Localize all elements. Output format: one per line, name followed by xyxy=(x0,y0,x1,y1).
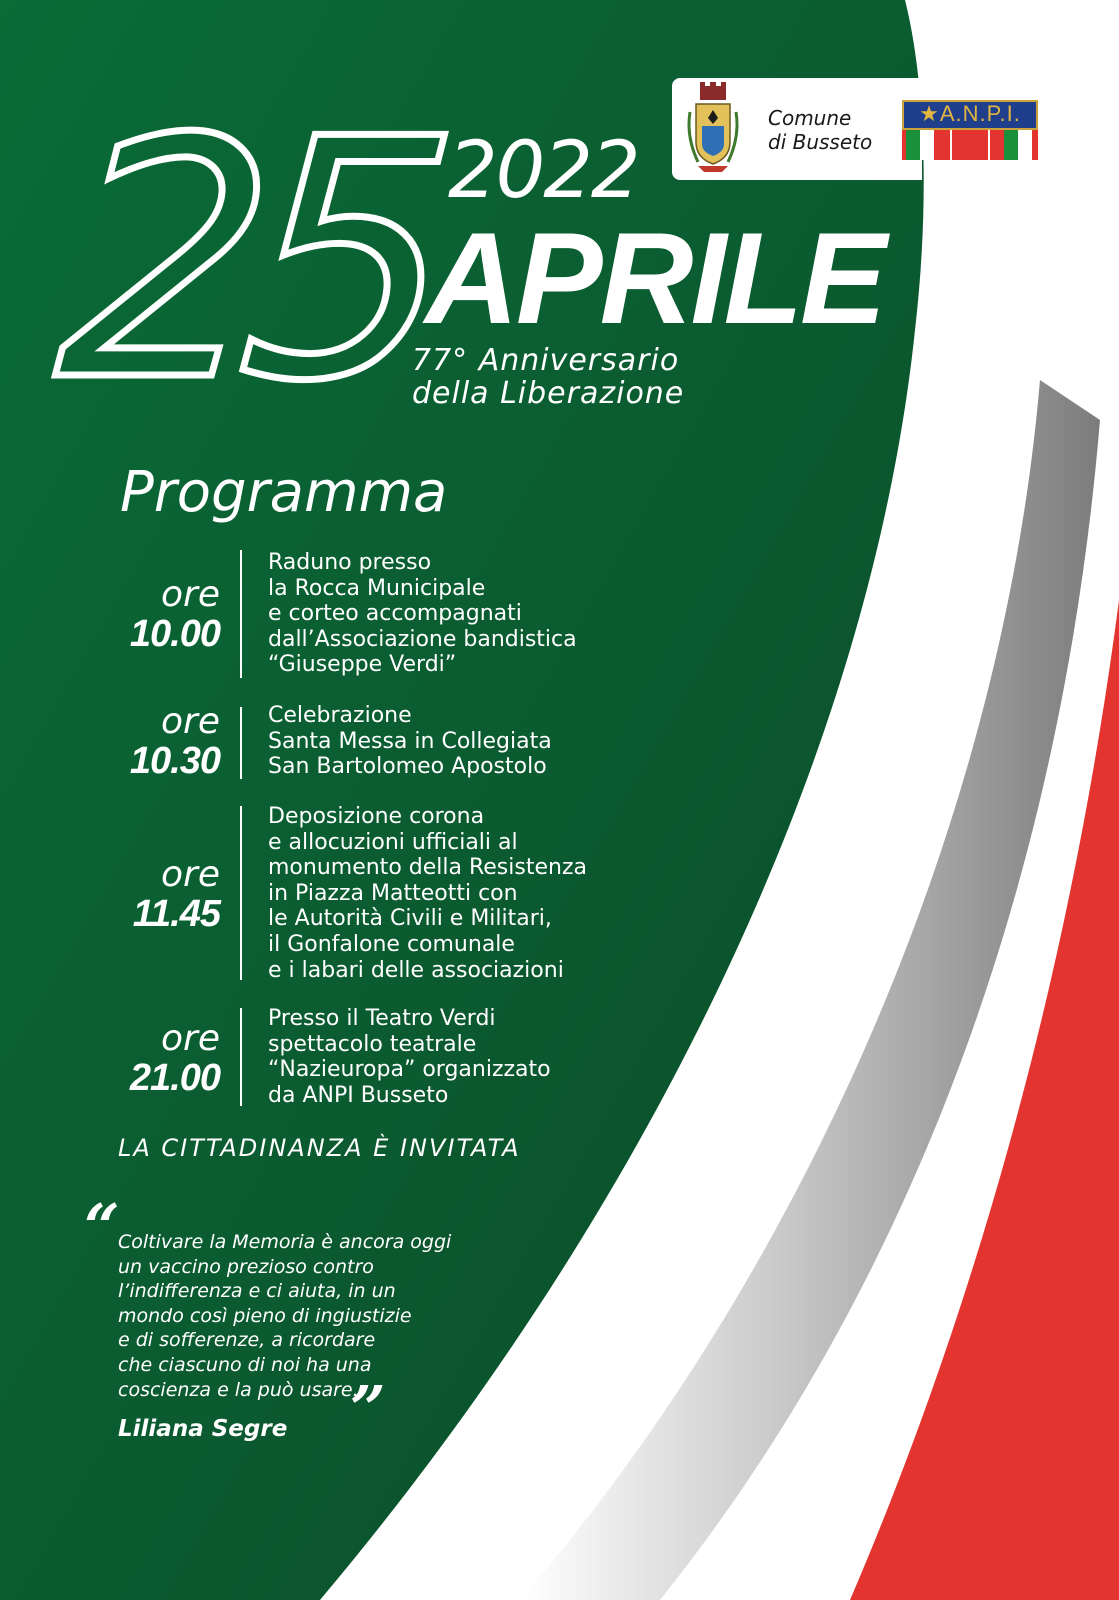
ore-label: ore xyxy=(161,574,220,615)
quote-line: mondo così pieno di ingiustizie xyxy=(118,1304,412,1327)
description-line: Presso il Teatro Verdi xyxy=(268,1006,496,1031)
description-line: Deposizione corona xyxy=(268,804,485,829)
program-item xyxy=(0,550,640,678)
description-line: e i labari delle associazioni xyxy=(268,957,564,983)
description-line: e corteo accompagnati xyxy=(268,601,522,627)
time-value: 10.30 xyxy=(129,740,220,782)
divider xyxy=(240,1008,242,1106)
quote-open-mark: “ xyxy=(84,1190,120,1263)
description-line: da ANPI Busseto xyxy=(268,1082,449,1108)
description-line: monumento della Resistenza xyxy=(268,855,587,881)
coat-of-arms-icon xyxy=(684,82,742,174)
anniversary-line-1: 77° Anniversario xyxy=(412,343,680,378)
ore-label: ore xyxy=(161,701,220,742)
description-line: Raduno presso xyxy=(268,550,432,575)
description-line: e allocuzioni ufficiali al xyxy=(268,829,518,855)
invitation-text: LA CITTADINANZA È INVITATA xyxy=(118,1134,521,1162)
quote-line: che ciascuno di noi ha una xyxy=(118,1353,372,1376)
comune-line-1: Comune xyxy=(768,106,852,130)
time-value: 10.00 xyxy=(129,613,220,655)
program-item xyxy=(0,701,640,782)
description-line: la Rocca Municipale xyxy=(268,575,486,601)
description-line: Santa Messa in Collegiata xyxy=(268,728,552,754)
anpi-badge-icon xyxy=(902,100,1038,160)
quote-close-mark: ” xyxy=(350,1372,386,1445)
description-line: “Nazieuropa” organizzato xyxy=(268,1057,551,1083)
time-value: 11.45 xyxy=(132,893,220,935)
divider xyxy=(240,707,242,779)
quote-line: e di sofferenze, a ricordare xyxy=(118,1329,376,1352)
day-number: 25 xyxy=(48,69,440,453)
comune-line-2: di Busseto xyxy=(768,130,873,154)
time-value: 21.00 xyxy=(129,1057,220,1099)
program-description xyxy=(268,1006,551,1108)
anpi-flag xyxy=(902,130,1038,160)
description-line: il Gonfalone comunale xyxy=(268,931,515,957)
anpi-label: ★A.N.P.I. xyxy=(919,101,1021,126)
quote-text xyxy=(118,1230,451,1402)
program-time xyxy=(60,856,220,934)
month: APRILE xyxy=(425,205,884,351)
year: 2022 xyxy=(448,126,639,216)
divider xyxy=(240,806,242,980)
quote-author: Liliana Segre xyxy=(118,1416,288,1442)
quote-line: Coltivare la Memoria è ancora oggi xyxy=(118,1231,452,1253)
ore-label: ore xyxy=(161,854,220,895)
program-title: Programma xyxy=(120,460,448,525)
description-line: in Piazza Matteotti con xyxy=(268,880,518,906)
quote-line: un vaccino prezioso contro xyxy=(118,1255,374,1278)
description-line: spettacolo teatrale xyxy=(268,1031,477,1057)
program-description xyxy=(268,550,577,678)
program-time xyxy=(60,703,220,781)
comune-name xyxy=(768,106,872,154)
description-line: dall’Associazione bandistica xyxy=(268,626,577,652)
program-time xyxy=(60,1020,220,1098)
description-line: San Bartolomeo Apostolo xyxy=(268,754,547,780)
description-line: le Autorità Civili e Militari, xyxy=(268,906,552,932)
description-line: “Giuseppe Verdi” xyxy=(268,652,457,678)
anniversary-subtitle xyxy=(412,344,684,410)
ore-label: ore xyxy=(161,1018,220,1059)
quote-line: l’indifferenza e ci aiuta, in un xyxy=(118,1280,396,1303)
program-time xyxy=(60,576,220,654)
divider xyxy=(240,550,242,678)
anniversary-line-2: della Liberazione xyxy=(412,376,685,411)
program-description xyxy=(268,804,587,983)
program-item xyxy=(0,804,640,982)
description-line: Celebrazione xyxy=(268,703,412,728)
quote-line: coscienza e la può usare. xyxy=(118,1378,359,1401)
program-item xyxy=(0,1006,640,1108)
program-description xyxy=(268,703,552,780)
